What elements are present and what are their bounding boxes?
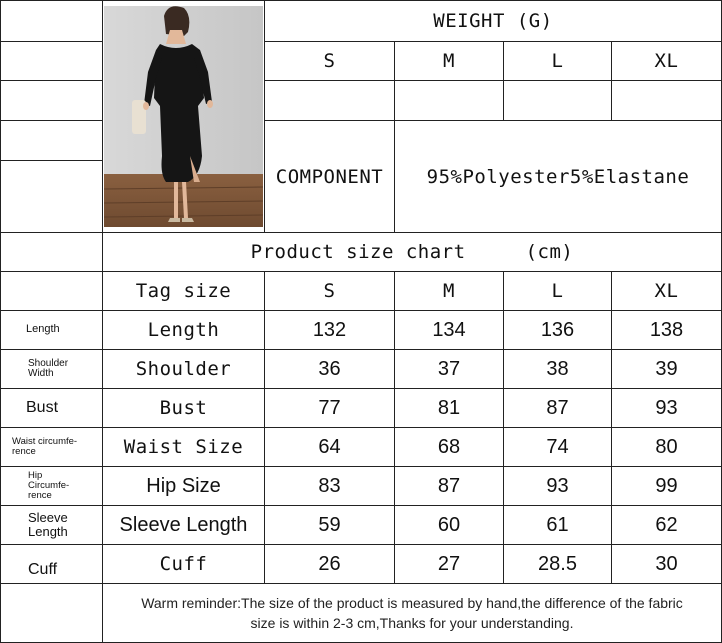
value-shoulder-s: 36 bbox=[318, 357, 341, 380]
side-label-sleeve: Sleeve Length bbox=[28, 510, 68, 539]
size-header-m: M bbox=[443, 280, 455, 302]
reminder-line-2: size is within 2-3 cm,Thanks for your understanding. bbox=[250, 615, 574, 631]
value-waist-l: 74 bbox=[546, 435, 569, 458]
row-label-shoulder: Shoulder bbox=[135, 358, 232, 380]
value-cuff-xl: 30 bbox=[655, 552, 678, 575]
row-label-cuff: Cuff bbox=[159, 553, 208, 575]
component-value: 95%Polyester5%Elastane bbox=[426, 165, 690, 188]
reminder-line-1: Warm reminder:The size of the product is measured by hand,the difference of the fabric bbox=[141, 595, 683, 611]
value-length-l: 136 bbox=[540, 318, 575, 341]
side-label-cuff: Cuff bbox=[28, 560, 58, 578]
grid-line bbox=[0, 160, 102, 161]
value-shoulder-m: 37 bbox=[437, 357, 461, 380]
grid-line bbox=[0, 0, 1, 643]
value-bust-l: 87 bbox=[546, 396, 569, 419]
product-photo bbox=[104, 6, 263, 227]
top-size-l: L bbox=[551, 50, 564, 72]
value-sleeve-xl: 62 bbox=[655, 513, 678, 536]
top-size-s: S bbox=[323, 50, 336, 72]
side-label-waist: Waist circumfe- rence bbox=[12, 436, 78, 457]
tag-size-header: Tag size bbox=[135, 280, 232, 302]
row-label-sleeve: Sleeve Length bbox=[119, 513, 248, 536]
value-waist-xl: 80 bbox=[655, 435, 678, 458]
value-bust-xl: 93 bbox=[655, 396, 678, 419]
chart-unit: (cm) bbox=[525, 241, 574, 263]
size-header-xl: XL bbox=[654, 280, 679, 302]
value-sleeve-s: 59 bbox=[318, 513, 341, 536]
top-size-m: M bbox=[443, 50, 455, 72]
row-label-bust: Bust bbox=[159, 397, 208, 419]
grid-line bbox=[0, 80, 102, 81]
value-length-xl: 138 bbox=[649, 318, 684, 341]
value-cuff-l: 28.5 bbox=[538, 552, 577, 575]
side-label-bust: Bust bbox=[26, 398, 59, 416]
value-sleeve-l: 61 bbox=[546, 513, 569, 536]
value-cuff-m: 27 bbox=[437, 552, 461, 575]
value-bust-m: 81 bbox=[437, 396, 461, 419]
chart-title: Product size chart bbox=[250, 241, 466, 263]
size-header-l: L bbox=[551, 280, 564, 302]
size-header-s: S bbox=[323, 280, 336, 302]
value-hip-m: 87 bbox=[437, 474, 461, 497]
value-shoulder-xl: 39 bbox=[655, 357, 678, 380]
component-label: COMPONENT bbox=[275, 165, 384, 188]
row-label-hip: Hip Size bbox=[146, 474, 221, 497]
value-waist-s: 64 bbox=[318, 435, 341, 458]
chart-title-row bbox=[103, 233, 721, 271]
value-hip-l: 93 bbox=[546, 474, 569, 497]
warm-reminder bbox=[103, 584, 721, 642]
grid-line bbox=[0, 41, 102, 42]
value-length-s: 132 bbox=[312, 318, 347, 341]
row-label-waist: Waist Size bbox=[123, 436, 244, 458]
value-length-m: 134 bbox=[432, 318, 466, 341]
value-hip-xl: 99 bbox=[655, 474, 678, 497]
top-size-xl: XL bbox=[654, 50, 679, 72]
value-sleeve-m: 60 bbox=[437, 513, 461, 536]
value-shoulder-l: 38 bbox=[546, 357, 569, 380]
side-label-hip: Hip Circumfe- rence bbox=[28, 470, 70, 501]
side-label-shoulder: Shoulder Width bbox=[28, 357, 69, 379]
row-label-length: Length bbox=[147, 319, 220, 341]
value-cuff-s: 26 bbox=[318, 552, 341, 575]
grid-line bbox=[264, 80, 722, 81]
value-hip-s: 83 bbox=[318, 474, 341, 497]
side-label-length: Length bbox=[26, 323, 60, 336]
weight-header: WEIGHT (G) bbox=[433, 10, 553, 32]
grid-line bbox=[0, 120, 102, 121]
value-waist-m: 68 bbox=[437, 435, 461, 458]
value-bust-s: 77 bbox=[318, 396, 341, 419]
